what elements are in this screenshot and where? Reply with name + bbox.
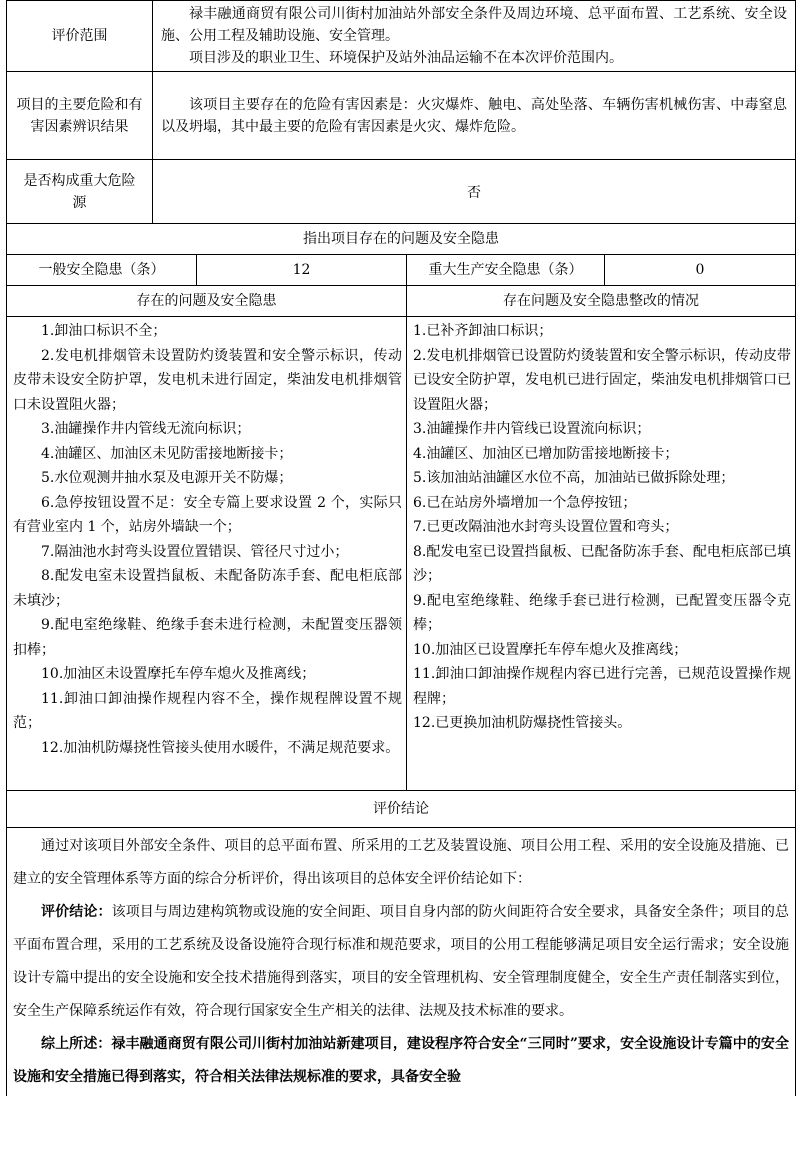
- rectification-list: [407, 317, 796, 791]
- counts-row: [7, 255, 796, 286]
- rectification-item: 8.配发电室已设置挡鼠板、已配备防冻手套、配电柜底部已填沙；: [413, 543, 791, 584]
- problem-item: 8.配发电室未设置挡鼠板、未配备防冻手套、配电柜底部未填沙；: [13, 568, 402, 609]
- columns-header-row: [7, 286, 796, 317]
- rectification-header: 存在问题及安全隐患整改的情况: [407, 286, 796, 317]
- problem-item: 12.加油机防爆挠性管接头使用水暖件，不满足规范要求。: [41, 739, 400, 756]
- conclusion-title-row: [7, 791, 796, 828]
- rectification-item: 9.配电室绝缘鞋、绝缘手套已进行检测，已配置变压器令克棒；: [413, 592, 791, 633]
- scope-line-2: 项目涉及的职业卫生、环境保护及站外油品运输不在本次评价范围内。: [189, 50, 623, 66]
- problems-list: [7, 317, 407, 791]
- rectification-item: 12.已更换加油机防爆挠性管接头。: [413, 715, 632, 731]
- major-hazard-value: 否: [153, 160, 796, 224]
- rectification-item: 3.油罐操作井内管线已设置流向标识；: [413, 421, 651, 437]
- general-hazard-count: 12: [197, 255, 407, 286]
- problem-item: 9.配电室绝缘鞋、绝缘手套未进行检测，未配置变压器领扣棒；: [13, 617, 402, 658]
- conclusion-summary: 综上所述：禄丰融通商贸有限公司川街村加油站新建项目，建设程序符合安全“三同时”要求，安全设施设计专篇中的安全设施和安全措施已得到落实，符合相关法律法规标准的要求，具备安全验: [13, 1036, 789, 1085]
- problem-item: 5.水位观测井抽水泵及电源开关不防爆；: [41, 470, 293, 486]
- general-hazard-label: 一般安全隐患（条）: [7, 255, 197, 286]
- problem-item: 6.急停按钮设置不足：安全专篇上要求设置 2 个，实际只有营业室内 1 个，站房外墙缺一个；: [13, 494, 402, 535]
- hazards-label: 项目的主要危险和有害因素辨识结果: [7, 72, 153, 160]
- problems-header: 存在的问题及安全隐患: [7, 286, 407, 317]
- conclusion-body: [7, 828, 796, 1097]
- problem-item: 2.发电机排烟管未设置防灼烫装置和安全警示标识，传动皮带未设安全防护罩，发电机未进行固定，柴油发电机排烟管口未设置阻火器；: [13, 347, 402, 413]
- rectification-item: 7.已更改隔油池水封弯头设置位置和弯头；: [413, 519, 679, 535]
- problem-item: 3.油罐操作井内管线无流向标识；: [41, 421, 251, 437]
- issues-title: 指出项目存在的问题及安全隐患: [7, 224, 796, 255]
- issues-title-row: [7, 224, 796, 255]
- scope-text: [153, 1, 796, 72]
- conclusion-title: 评价结论: [7, 791, 796, 828]
- evaluation-text: 该项目与周边建构筑物或设施的安全间距、项目自身内部的防火间距符合安全要求，具备安全条件；项目的总平面布置合理，采用的工艺系统及设备设施符合现行标准和规范要求，项目的公用工程能够满足项目安全运行需求；安全设施设计专篇中提出的安全设施和安全技术措施得到落实，项目的安全管理机构、安全管理制度健全，安全生产责任制落实到位，安全生产保障系统运作有效，符合现行国家安全生产相关的法律、法规及技术标准的要求。: [13, 904, 789, 1019]
- rectification-item: 2.发电机排烟管已设置防灼烫装置和安全警示标识，传动皮带已设安全防护罩，发电机已进行固定，柴油发电机排烟管口已设置阻火器；: [413, 347, 791, 413]
- problem-item: 10.加油区未设置摩托车停车熄火及推离线；: [41, 666, 316, 682]
- evaluation-table: [6, 0, 796, 1096]
- hazards-paragraph: 该项目主要存在的危险有害因素是：火灾爆炸、触电、高处坠落、车辆伤害机械伤害、中毒窒息以及坍塌，其中最主要的危险有害因素是火灾、爆炸危险。: [161, 96, 787, 135]
- evaluation-label: 评价结论：: [41, 904, 112, 920]
- issues-lists-row: [7, 317, 796, 791]
- conclusion-body-row: [7, 828, 796, 1097]
- problem-item: 4.油罐区、加油区未见防雷接地断接卡；: [41, 445, 293, 462]
- evaluation-report-page: [6, 0, 795, 1096]
- problem-item: 11.卸油口卸油操作规程内容不全，操作规程牌设置不规范；: [13, 690, 402, 731]
- rectification-item: 10.加油区已设置摩托车停车熄火及推离线；: [413, 641, 688, 658]
- major-hazard-label: 是否构成重大危险源: [7, 160, 153, 224]
- major-hazard-row: [7, 160, 796, 224]
- hazards-text: [153, 72, 796, 160]
- scope-line-1: 禄丰融通商贸有限公司川街村加油站外部安全条件及周边环境、总平面布置、工艺系统、安全设施、公用工程及辅助设施、安全管理。: [161, 6, 787, 44]
- rectification-item: 4.油罐区、加油区已增加防雷接地断接卡；: [413, 445, 679, 462]
- rectification-item: 11.卸油口卸油操作规程内容已进行完善，已规范设置操作规程牌；: [413, 666, 791, 707]
- conclusion-evaluation: [13, 896, 789, 1028]
- major-hazard-count: 0: [605, 255, 796, 286]
- major-hazard-count-label: 重大生产安全隐患（条）: [407, 255, 605, 286]
- scope-label: 评价范围: [7, 1, 153, 72]
- hazards-row: [7, 72, 796, 160]
- conclusion-intro: 通过对该项目外部安全条件、项目的总平面布置、所采用的工艺及装置设施、项目公用工程、采用的安全设施及措施、已建立的安全管理体系等方面的综合分析评价，得出该项目的总体安全评价结论如下：: [13, 838, 789, 887]
- problem-item: 7.隔油池水封弯头设置位置错误、管径尺寸过小；: [41, 543, 349, 560]
- scope-row: [7, 1, 796, 72]
- rectification-item: 1.已补齐卸油口标识；: [413, 323, 553, 339]
- rectification-item: 5.该加油站油罐区水位不高，加油站已做拆除处理；: [413, 470, 735, 486]
- problem-item: 1.卸油口标识不全；: [41, 323, 167, 339]
- rectification-item: 6.已在站房外墙增加一个急停按钮；: [413, 494, 637, 511]
